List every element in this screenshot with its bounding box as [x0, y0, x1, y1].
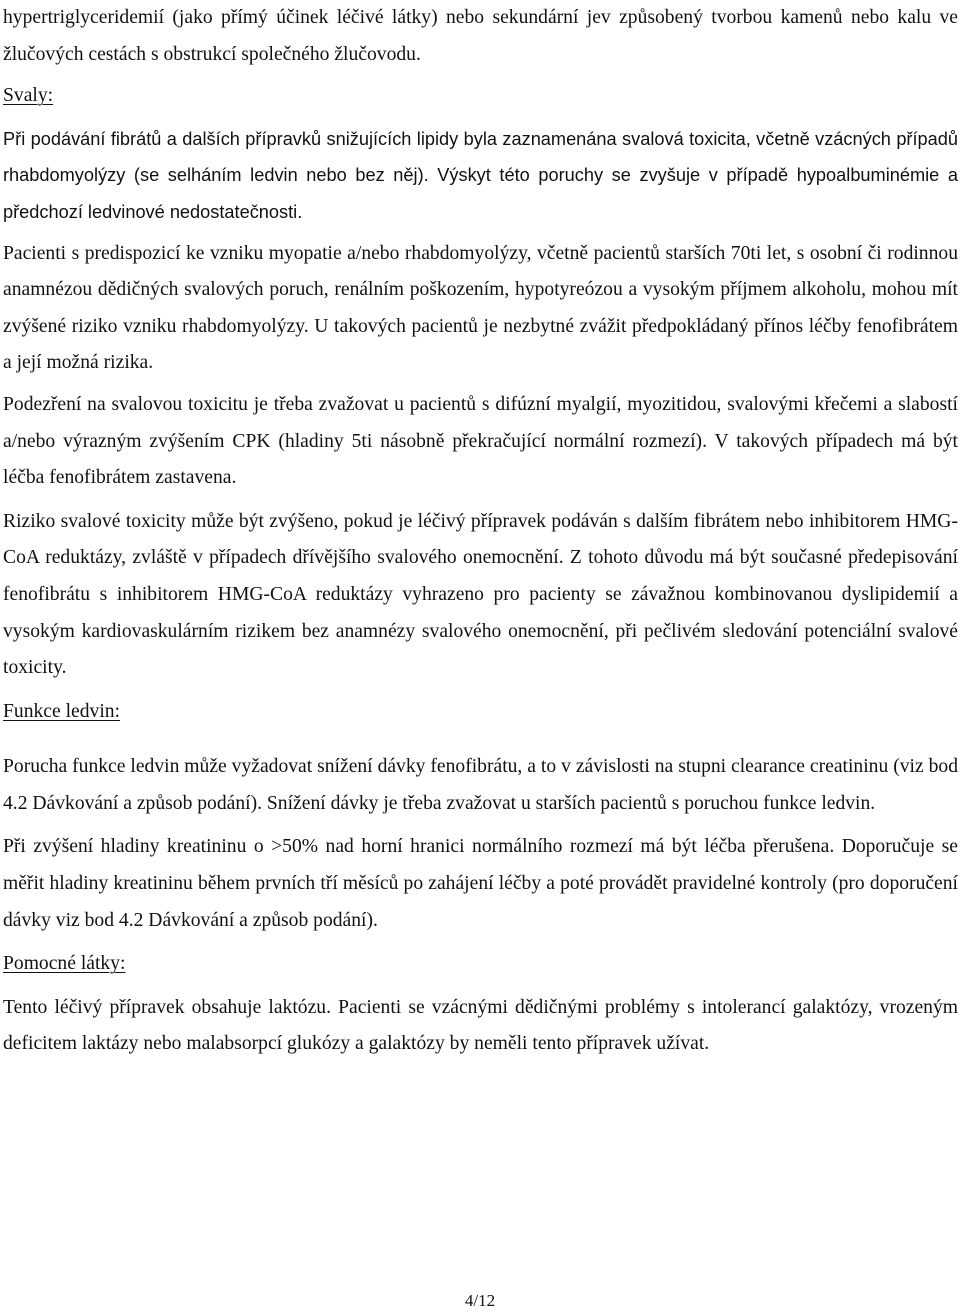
paragraph-hepatobiliary-end: hypertriglyceridemií (jako přímý účinek léčivé látky) nebo sekundární jev způsobený tvorbou kamenů nebo kalu ve žlučových cestách s obstrukcí společného žlučovodu.: [3, 7, 958, 65]
paragraph-renal-dose: Porucha funkce ledvin může vyžadovat snížení dávky fenofibrátu, a to v závislosti na stupni clearance creatininu (viz bod 4.2 Dávkování a způsob podání). Snížení dávky je třeba zvažovat u starších pacientů s poruchou funkce ledvin.: [3, 756, 958, 814]
paragraph-muscle-toxicity: Při podávání fibrátů a dalších přípravků snižujících lipidy byla zaznamenána svalová toxicita, včetně vzácných případů rhabdomyolýzy (se selháním ledvin nebo bez něj). Výskyt této poruchy se zvyšuje v případě hypoalbuminémie a předchozí ledvinové nedostatečnosti.: [3, 128, 958, 222]
heading-excipients: Pomocné látky:: [3, 953, 126, 975]
paragraph-creatinine: Při zvýšení hladiny kreatininu o >50% nad horní hranici normálního rozmezí má být léčba přerušena. Doporučuje se měřit hladiny kreatininu během prvních tří měsíců po zahájení léčby a poté provádět pravidelné kontroly (pro doporučení dávky viz bod 4.2 Dávkování a způsob podání).: [3, 836, 958, 931]
document-page: [3, 0, 958, 1063]
heading-muscles: Svaly:: [3, 85, 54, 107]
paragraph-suspicion: Podezření na svalovou toxicitu je třeba zvažovat u pacientů s difúzní myalgií, myozitidou, svalovými křečemi a slabostí a/nebo výrazným zvýšením CPK (hladiny 5ti násobně překračující normální rozmezí). V takových případech má být léčba fenofibrátem zastavena.: [3, 393, 958, 489]
paragraph-risk-combination: Riziko svalové toxicity může být zvýšeno, pokud je léčivý přípravek podáván s dalším fibrátem nebo inhibitorem HMG-CoA reduktázy, zvláště v případech dřívějšího svalového onemocnění. Z tohoto důvodu má být současné předepisování fenofibrátu s inhibitorem HMG-CoA reduktázy vyhrazeno pro pacienty se závažnou kombinovanou dyslipidemií a vysokým kardiovaskulárním rizikem bez anamnézy svalového onemocnění, při pečlivém sledování potenciální svalové toxicity.: [3, 510, 958, 679]
paragraph-predisposition: Pacienti s predispozicí ke vzniku myopatie a/nebo rhabdomyolýzy, včetně pacientů starších 70ti let, s osobní či rodinnou anamnézou dědičných svalových poruch, renálním poškozením, hypotyreózou a vysokým příjmem alkoholu, mohou mít zvýšené riziko vzniku rhabdomyolýzy. U takových pacientů je nezbytné zvážit předpokládaný přínos léčby fenofibrátem a její možná rizika.: [3, 242, 958, 374]
heading-renal-function: Funkce ledvin:: [3, 700, 120, 722]
page-number: 4/12: [464, 1291, 496, 1310]
paragraph-lactose: Tento léčivý přípravek obsahuje laktózu. Pacienti se vzácnými dědičnými problémy s intolerancí galaktózy, vrozeným deficitem laktázy nebo malabsorpcí glukózy a galaktózy by neměli tento přípravek užívat.: [3, 996, 958, 1055]
